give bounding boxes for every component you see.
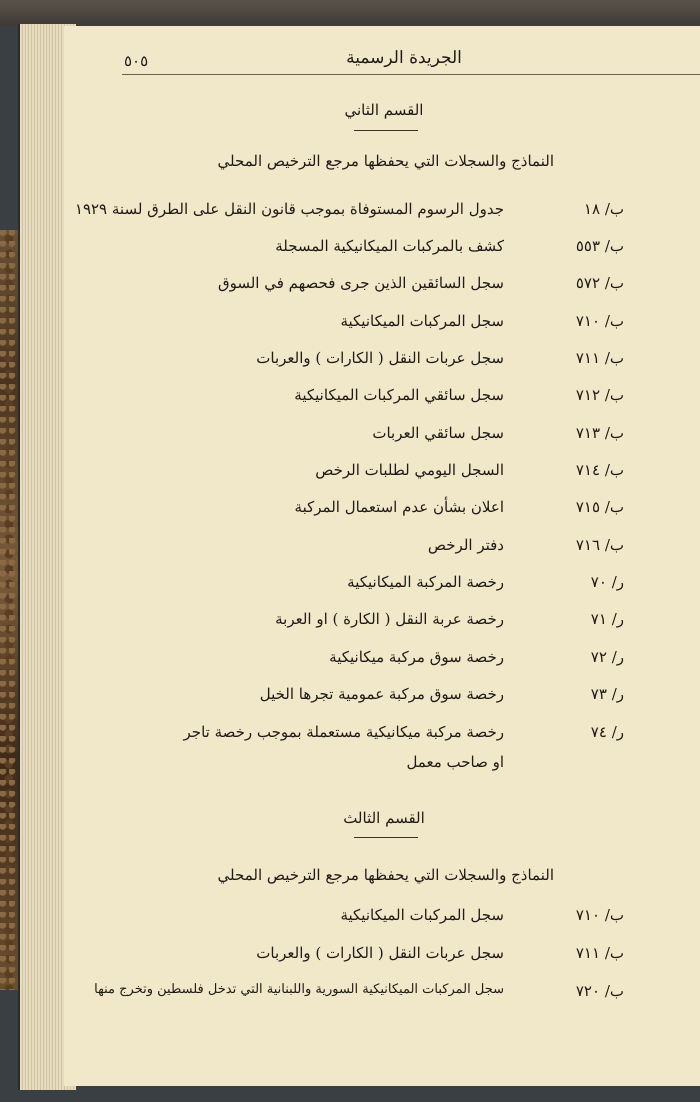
list-item bbox=[64, 498, 700, 528]
list-item bbox=[64, 312, 700, 342]
form-code: ب/ ٧١٤ bbox=[575, 461, 624, 479]
list-item bbox=[64, 573, 700, 603]
form-code: ر/ ٧١ bbox=[590, 610, 624, 628]
document-page bbox=[64, 26, 700, 1086]
form-description: سجل المركبات الميكانيكية السورية واللبنانية التي تدخل فلسطين وتخرج منها bbox=[94, 982, 504, 997]
section-title: القسم الثاني bbox=[344, 101, 424, 119]
form-code: ب/ ٧١٢ bbox=[575, 386, 624, 404]
form-description: رخصة المركبة الميكانيكية bbox=[347, 573, 504, 591]
form-description: رخصة سوق مركبة عمومية تجرها الخيل bbox=[259, 685, 504, 703]
list-item bbox=[64, 982, 700, 1012]
list-item bbox=[64, 349, 700, 379]
form-description: رخصة عربة النقل ( الكارة ) او العربة bbox=[275, 610, 504, 628]
list-item bbox=[64, 723, 700, 783]
form-code: ب/ ٥٥٣ bbox=[575, 237, 624, 255]
list-item bbox=[64, 424, 700, 454]
section-subtitle: النماذج والسجلات التي يحفظها مرجع الترخيص المحلي bbox=[217, 866, 554, 884]
form-description: السجل اليومي لطلبات الرخص bbox=[315, 461, 504, 479]
list-item bbox=[64, 461, 700, 491]
list-item bbox=[64, 237, 700, 267]
book-cover-top bbox=[0, 0, 700, 26]
form-description-continued: او صاحب معمل bbox=[406, 753, 504, 771]
form-code: ب/ ٧١٣ bbox=[575, 424, 624, 442]
form-code: ر/ ٧٤ bbox=[590, 723, 624, 741]
list-item bbox=[64, 386, 700, 416]
form-code: ب/ ٧١١ bbox=[575, 349, 624, 367]
form-description: رخصة سوق مركبة ميكانيكية bbox=[329, 648, 504, 666]
journal-title: الجريدة الرسمية bbox=[346, 48, 462, 68]
list-item bbox=[64, 200, 700, 230]
form-description: سجل المركبات الميكانيكية bbox=[340, 312, 504, 330]
list-item bbox=[64, 944, 700, 974]
form-code: ب/ ٧١١ bbox=[575, 944, 624, 962]
form-code: ب/ ١٨ bbox=[583, 200, 624, 218]
list-item bbox=[64, 610, 700, 640]
form-code: ب/ ٧١٥ bbox=[575, 498, 624, 516]
form-code: ر/ ٧٣ bbox=[590, 685, 624, 703]
list-item bbox=[64, 536, 700, 566]
form-description: جدول الرسوم المستوفاة بموجب قانون النقل على الطرق لسنة ١٩٢٩ bbox=[74, 200, 504, 218]
form-code: ب/ ٧٢٠ bbox=[575, 982, 624, 1000]
section-title: القسم الثالث bbox=[343, 809, 425, 827]
form-description: سجل عربات النقل ( الكارات ) والعربات bbox=[256, 944, 504, 962]
form-description: سجل المركبات الميكانيكية bbox=[340, 906, 504, 924]
section-rule bbox=[354, 837, 418, 838]
form-description: سجل عربات النقل ( الكارات ) والعربات bbox=[256, 349, 504, 367]
list-item bbox=[64, 906, 700, 936]
section-rule bbox=[354, 130, 418, 131]
form-code: ب/ ٧١٦ bbox=[575, 536, 624, 554]
form-code: ر/ ٧٠ bbox=[590, 573, 624, 591]
form-code: ر/ ٧٢ bbox=[590, 648, 624, 666]
section-subtitle: النماذج والسجلات التي يحفظها مرجع الترخيص المحلي bbox=[217, 152, 554, 170]
form-description: دفتر الرخص bbox=[427, 536, 504, 554]
form-code: ب/ ٧١٠ bbox=[575, 312, 624, 330]
form-code: ب/ ٥٧٢ bbox=[575, 274, 624, 292]
form-code: ب/ ٧١٠ bbox=[575, 906, 624, 924]
form-description: اعلان بشأن عدم استعمال المركبة bbox=[294, 498, 504, 516]
form-description: سجل السائقين الذين جرى فحصهم في السوق bbox=[217, 274, 504, 292]
page-number: ٥٠٥ bbox=[124, 52, 149, 70]
form-description: رخصة مركبة ميكانيكية مستعملة بموجب رخصة تاجر bbox=[183, 723, 504, 741]
form-description: سجل سائقي المركبات الميكانيكية bbox=[294, 386, 504, 404]
list-item bbox=[64, 685, 700, 715]
form-description: كشف بالمركبات الميكانيكية المسجلة bbox=[275, 237, 504, 255]
header-rule bbox=[122, 74, 700, 75]
list-item bbox=[64, 274, 700, 304]
list-item bbox=[64, 648, 700, 678]
form-description: سجل سائقي العربات bbox=[372, 424, 504, 442]
